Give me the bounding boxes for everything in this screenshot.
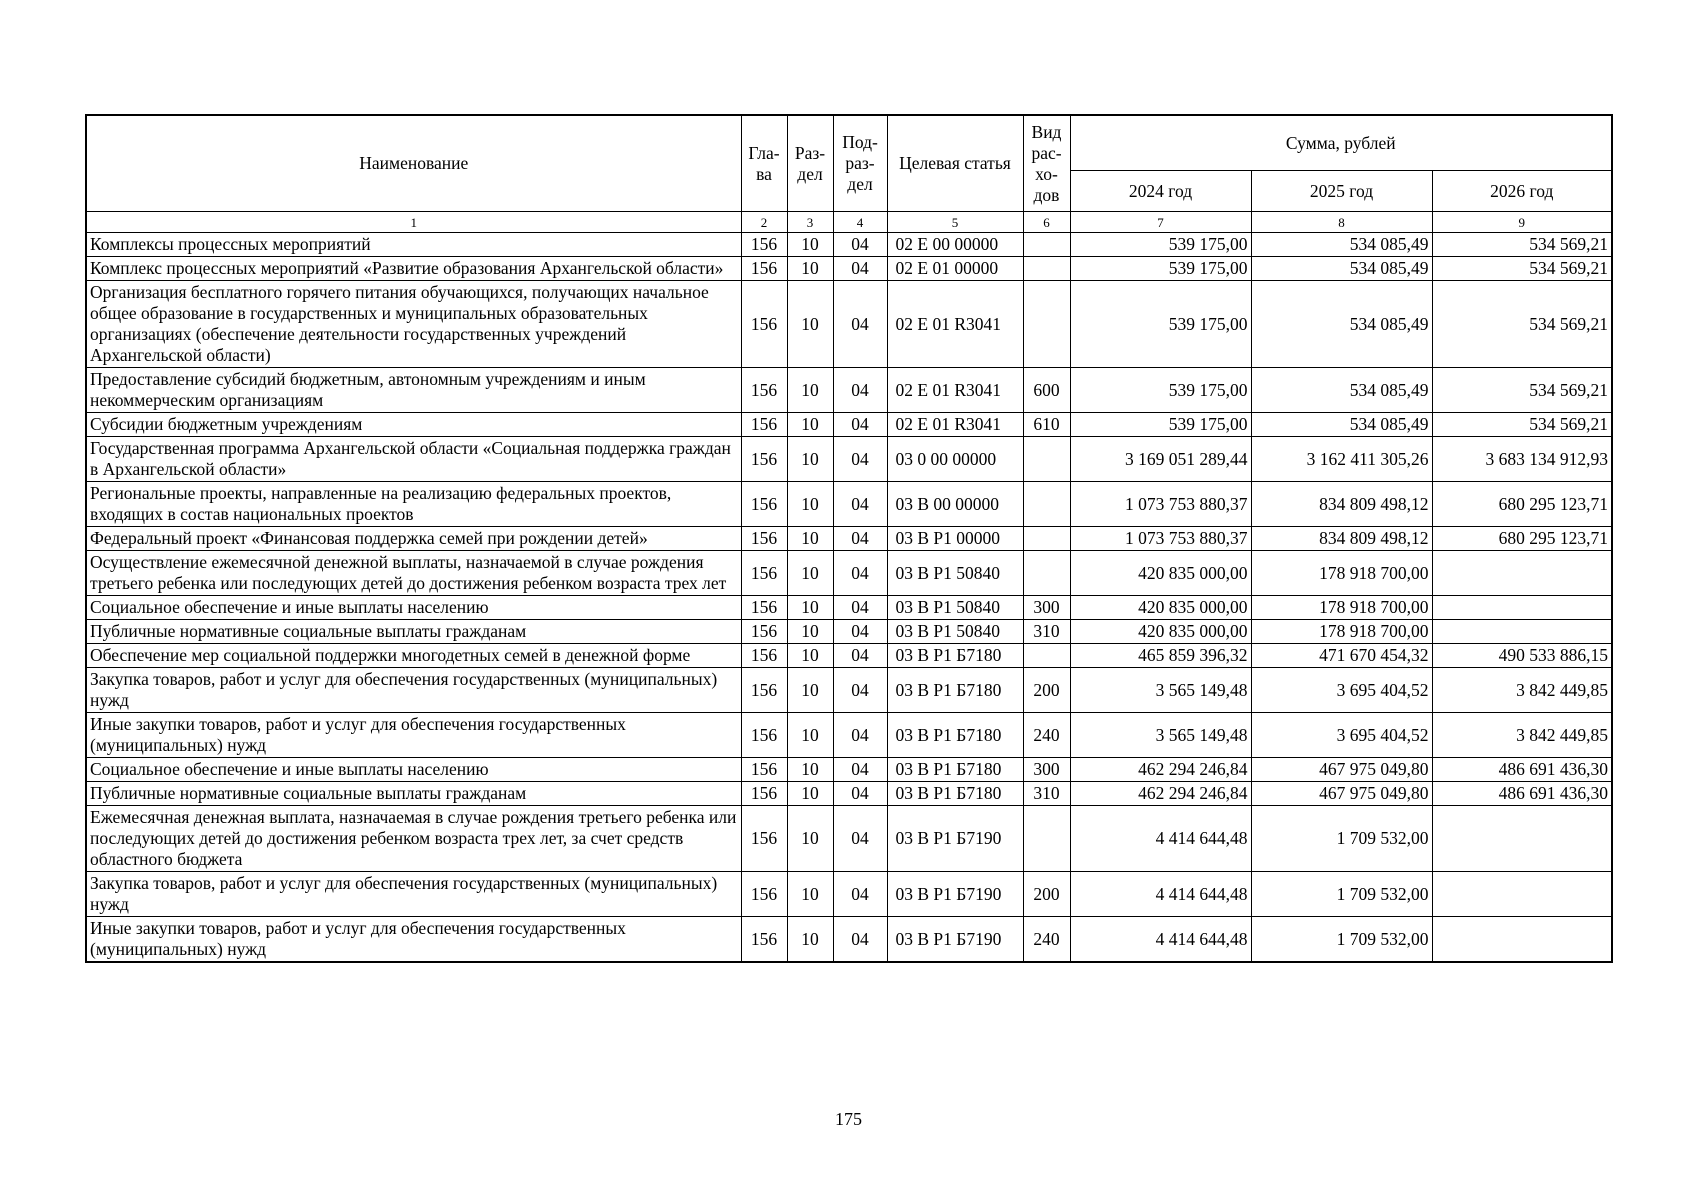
table-row [86,413,1612,437]
row-razdel: 10 [787,413,833,437]
row-sum-2024: 1 073 753 880,37 [1070,482,1251,527]
row-target-article: 03 В Р1 Б7180 [887,782,1023,806]
row-glava: 156 [741,527,787,551]
row-expense-type [1023,644,1070,668]
row-sum-2025: 467 975 049,80 [1251,758,1432,782]
row-expense-type [1023,551,1070,596]
row-glava: 156 [741,281,787,368]
row-name: Иные закупки товаров, работ и услуг для обеспечения государственных (муниципальных) нужд [86,713,741,758]
row-sum-2026 [1432,596,1612,620]
row-target-article: 02 Е 01 R3041 [887,368,1023,413]
table-row [86,257,1612,281]
row-target-article: 03 В Р1 Б7180 [887,644,1023,668]
column-number: 9 [1432,212,1612,233]
row-podrazdel: 04 [833,644,887,668]
table-row [86,527,1612,551]
row-podrazdel: 04 [833,527,887,551]
row-expense-type: 310 [1023,782,1070,806]
row-podrazdel: 04 [833,668,887,713]
row-sum-2025: 534 085,49 [1251,368,1432,413]
row-podrazdel: 04 [833,482,887,527]
row-name: Региональные проекты, направленные на реализацию федеральных проектов, входящих в состав национальных проектов [86,482,741,527]
row-target-article: 02 Е 01 R3041 [887,413,1023,437]
column-number: 7 [1070,212,1251,233]
table-row [86,233,1612,257]
row-name: Социальное обеспечение и иные выплаты населению [86,758,741,782]
row-razdel: 10 [787,917,833,963]
row-sum-2025: 1 709 532,00 [1251,872,1432,917]
row-razdel: 10 [787,872,833,917]
table-row [86,596,1612,620]
row-podrazdel: 04 [833,713,887,758]
row-sum-2024: 539 175,00 [1070,413,1251,437]
row-podrazdel: 04 [833,257,887,281]
row-razdel: 10 [787,527,833,551]
row-sum-2025: 1 709 532,00 [1251,806,1432,872]
row-expense-type [1023,257,1070,281]
row-sum-2025: 1 709 532,00 [1251,917,1432,963]
row-target-article: 03 В Р1 Б7190 [887,872,1023,917]
column-number: 2 [741,212,787,233]
row-razdel: 10 [787,368,833,413]
row-sum-2026: 534 569,21 [1432,413,1612,437]
row-sum-2024: 3 169 051 289,44 [1070,437,1251,482]
row-sum-2024: 420 835 000,00 [1070,620,1251,644]
row-sum-2024: 420 835 000,00 [1070,551,1251,596]
row-glava: 156 [741,620,787,644]
row-target-article: 03 В Р1 Б7180 [887,713,1023,758]
column-number: 8 [1251,212,1432,233]
row-glava: 156 [741,368,787,413]
row-sum-2026: 486 691 436,30 [1432,758,1612,782]
row-sum-2026: 534 569,21 [1432,233,1612,257]
row-target-article: 02 Е 01 00000 [887,257,1023,281]
header-vid: Вид рас-хо-дов [1023,115,1070,212]
row-podrazdel: 04 [833,758,887,782]
row-sum-2024: 420 835 000,00 [1070,596,1251,620]
header-name: Наименование [86,115,741,212]
budget-table [85,114,1613,963]
row-target-article: 03 В Р1 50840 [887,551,1023,596]
row-target-article: 03 В Р1 Б7190 [887,806,1023,872]
row-target-article: 03 В Р1 Б7180 [887,758,1023,782]
row-sum-2024: 3 565 149,48 [1070,668,1251,713]
row-sum-2025: 534 085,49 [1251,413,1432,437]
table-row [86,668,1612,713]
column-number: 5 [887,212,1023,233]
row-sum-2025: 3 162 411 305,26 [1251,437,1432,482]
row-sum-2025: 178 918 700,00 [1251,596,1432,620]
row-podrazdel: 04 [833,233,887,257]
row-name: Субсидии бюджетным учреждениям [86,413,741,437]
row-name: Публичные нормативные социальные выплаты гражданам [86,620,741,644]
row-sum-2026 [1432,872,1612,917]
row-target-article: 03 В Р1 Б7180 [887,668,1023,713]
row-name: Закупка товаров, работ и услуг для обеспечения государственных (муниципальных) нужд [86,668,741,713]
table-row [86,644,1612,668]
table-row [86,551,1612,596]
row-name: Комплекс процессных мероприятий «Развитие образования Архангельской области» [86,257,741,281]
row-sum-2025: 534 085,49 [1251,257,1432,281]
row-sum-2026 [1432,917,1612,963]
row-expense-type: 200 [1023,872,1070,917]
row-sum-2026: 680 295 123,71 [1432,527,1612,551]
header-sum: Сумма, рублей [1070,115,1612,171]
row-target-article: 03 В Р1 Б7190 [887,917,1023,963]
row-razdel: 10 [787,644,833,668]
row-expense-type: 600 [1023,368,1070,413]
header-target: Целевая статья [887,115,1023,212]
row-expense-type: 200 [1023,668,1070,713]
row-sum-2024: 4 414 644,48 [1070,872,1251,917]
row-podrazdel: 04 [833,596,887,620]
header-year-2026: 2026 год [1432,171,1612,212]
column-number: 6 [1023,212,1070,233]
budget-table-container [85,114,1611,963]
row-glava: 156 [741,668,787,713]
page-number: 175 [835,1109,862,1129]
row-expense-type [1023,806,1070,872]
row-sum-2025: 178 918 700,00 [1251,620,1432,644]
row-name: Обеспечение мер социальной поддержки многодетных семей в денежной форме [86,644,741,668]
row-razdel: 10 [787,713,833,758]
row-glava: 156 [741,596,787,620]
header-glava: Гла-ва [741,115,787,212]
table-row [86,758,1612,782]
row-sum-2026: 534 569,21 [1432,368,1612,413]
row-razdel: 10 [787,233,833,257]
row-glava: 156 [741,437,787,482]
row-name: Закупка товаров, работ и услуг для обеспечения государственных (муниципальных) нужд [86,872,741,917]
row-target-article: 03 В Р1 50840 [887,620,1023,644]
row-razdel: 10 [787,758,833,782]
row-sum-2024: 539 175,00 [1070,233,1251,257]
row-glava: 156 [741,758,787,782]
row-expense-type: 310 [1023,620,1070,644]
row-podrazdel: 04 [833,437,887,482]
row-podrazdel: 04 [833,872,887,917]
header-podrazdel: Под-раз-дел [833,115,887,212]
row-sum-2024: 3 565 149,48 [1070,713,1251,758]
row-sum-2026: 3 842 449,85 [1432,713,1612,758]
row-expense-type: 300 [1023,596,1070,620]
row-sum-2025: 471 670 454,32 [1251,644,1432,668]
row-sum-2026: 486 691 436,30 [1432,782,1612,806]
table-row [86,782,1612,806]
table-row [86,281,1612,368]
row-target-article: 02 Е 00 00000 [887,233,1023,257]
row-sum-2026: 534 569,21 [1432,281,1612,368]
row-sum-2024: 539 175,00 [1070,281,1251,368]
row-expense-type: 240 [1023,917,1070,963]
row-glava: 156 [741,782,787,806]
row-sum-2026: 534 569,21 [1432,257,1612,281]
row-sum-2024: 539 175,00 [1070,257,1251,281]
row-sum-2024: 462 294 246,84 [1070,782,1251,806]
row-sum-2025: 834 809 498,12 [1251,527,1432,551]
column-number: 1 [86,212,741,233]
table-row [86,437,1612,482]
row-expense-type [1023,281,1070,368]
row-expense-type: 300 [1023,758,1070,782]
row-expense-type [1023,482,1070,527]
row-sum-2024: 1 073 753 880,37 [1070,527,1251,551]
row-name: Государственная программа Архангельской области «Социальная поддержка граждан в Архангельской области» [86,437,741,482]
row-sum-2025: 3 695 404,52 [1251,713,1432,758]
row-sum-2026 [1432,620,1612,644]
header-razdel: Раз-дел [787,115,833,212]
row-razdel: 10 [787,782,833,806]
row-glava: 156 [741,917,787,963]
row-razdel: 10 [787,551,833,596]
row-razdel: 10 [787,596,833,620]
row-podrazdel: 04 [833,806,887,872]
row-sum-2024: 465 859 396,32 [1070,644,1251,668]
row-razdel: 10 [787,281,833,368]
row-sum-2025: 3 695 404,52 [1251,668,1432,713]
row-expense-type [1023,527,1070,551]
row-name: Предоставление субсидий бюджетным, автономным учреждениям и иным некоммерческим организациям [86,368,741,413]
row-sum-2024: 4 414 644,48 [1070,917,1251,963]
table-row [86,872,1612,917]
row-expense-type: 240 [1023,713,1070,758]
row-razdel: 10 [787,806,833,872]
column-numbers-row [86,212,1612,233]
row-podrazdel: 04 [833,413,887,437]
row-sum-2025: 178 918 700,00 [1251,551,1432,596]
row-target-article: 02 Е 01 R3041 [887,281,1023,368]
row-expense-type [1023,233,1070,257]
table-row [86,482,1612,527]
header-year-2025: 2025 год [1251,171,1432,212]
row-expense-type [1023,437,1070,482]
row-glava: 156 [741,713,787,758]
row-razdel: 10 [787,437,833,482]
row-name: Осуществление ежемесячной денежной выплаты, назначаемой в случае рождения третьего ребенка или последующих детей до достижения ребенком возраста трех лет [86,551,741,596]
column-number: 4 [833,212,887,233]
row-glava: 156 [741,806,787,872]
row-sum-2025: 534 085,49 [1251,233,1432,257]
header-year-2024: 2024 год [1070,171,1251,212]
row-target-article: 03 В Р1 50840 [887,596,1023,620]
column-number: 3 [787,212,833,233]
row-sum-2026: 490 533 886,15 [1432,644,1612,668]
row-sum-2026 [1432,551,1612,596]
row-sum-2026: 680 295 123,71 [1432,482,1612,527]
row-name: Федеральный проект «Финансовая поддержка семей при рождении детей» [86,527,741,551]
row-target-article: 03 0 00 00000 [887,437,1023,482]
row-sum-2024: 4 414 644,48 [1070,806,1251,872]
row-sum-2024: 539 175,00 [1070,368,1251,413]
row-target-article: 03 В 00 00000 [887,482,1023,527]
table-row [86,713,1612,758]
row-name: Социальное обеспечение и иные выплаты населению [86,596,741,620]
row-name: Организация бесплатного горячего питания обучающихся, получающих начальное общее образование в государственных и муниципальных образовательных организациях (обеспечение деятельности государственных учреждений Архангельской области) [86,281,741,368]
row-razdel: 10 [787,482,833,527]
table-row [86,620,1612,644]
row-razdel: 10 [787,257,833,281]
row-name: Публичные нормативные социальные выплаты гражданам [86,782,741,806]
row-glava: 156 [741,233,787,257]
row-target-article: 03 В Р1 00000 [887,527,1023,551]
row-name: Комплексы процессных мероприятий [86,233,741,257]
row-glava: 156 [741,482,787,527]
row-podrazdel: 04 [833,917,887,963]
row-podrazdel: 04 [833,620,887,644]
table-header [86,115,1612,233]
row-glava: 156 [741,872,787,917]
row-podrazdel: 04 [833,551,887,596]
row-glava: 156 [741,257,787,281]
row-sum-2025: 834 809 498,12 [1251,482,1432,527]
row-sum-2024: 462 294 246,84 [1070,758,1251,782]
row-podrazdel: 04 [833,782,887,806]
row-name: Иные закупки товаров, работ и услуг для обеспечения государственных (муниципальных) нужд [86,917,741,963]
row-glava: 156 [741,413,787,437]
row-sum-2026: 3 683 134 912,93 [1432,437,1612,482]
row-name: Ежемесячная денежная выплата, назначаемая в случае рождения третьего ребенка или последующих детей до достижения ребенком возраста трех лет, за счет средств областного бюджета [86,806,741,872]
row-razdel: 10 [787,668,833,713]
row-sum-2025: 534 085,49 [1251,281,1432,368]
row-sum-2025: 467 975 049,80 [1251,782,1432,806]
row-podrazdel: 04 [833,281,887,368]
row-podrazdel: 04 [833,368,887,413]
table-body [86,233,1612,963]
row-expense-type: 610 [1023,413,1070,437]
row-sum-2026: 3 842 449,85 [1432,668,1612,713]
row-razdel: 10 [787,620,833,644]
table-row [86,368,1612,413]
row-glava: 156 [741,551,787,596]
row-glava: 156 [741,644,787,668]
table-row [86,806,1612,872]
row-sum-2026 [1432,806,1612,872]
table-row [86,917,1612,963]
